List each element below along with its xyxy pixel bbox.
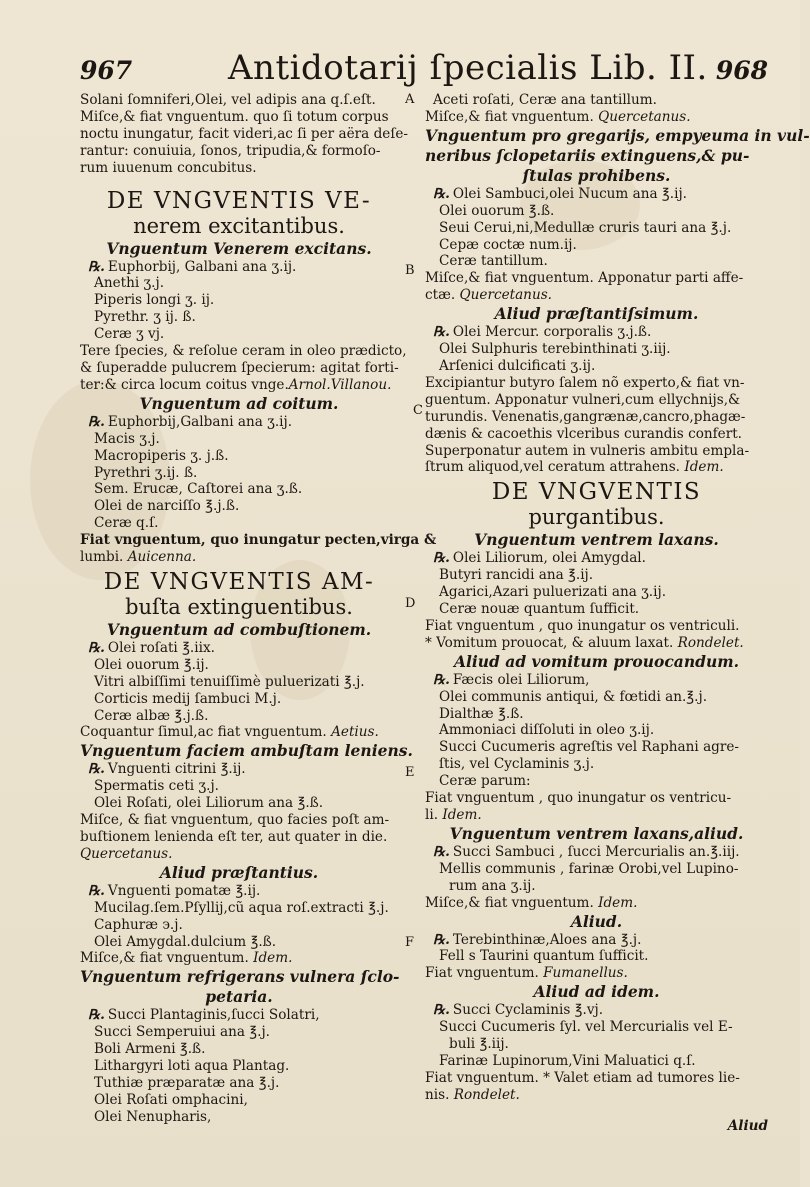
ingredient: Caphuræ ϶.j. [94,916,183,933]
ingredient: Mellis communis , farinæ Orobi,vel Lupino- [439,860,739,877]
recipe-title: Aliud præſtantiſsimum. [494,304,699,324]
recipe-title: Aliud ad vomitum prouocandum. [453,651,740,671]
text-line: Miſce,& fiat vnguentum. Apponatur parti affe- [425,270,744,287]
recipe-mark: ℞. [88,258,105,275]
ingredient: Agarici,Azari puluerizati ana ʒ.ij. [439,584,667,601]
recipe-mark: ℞. [433,550,450,567]
recipe-title: ſtulas prohibens. [522,165,671,185]
recipe-title: Vnguentum faciem ambuſtam leniens. [80,741,413,761]
recipe-title: neribus ſclopetariis extinguens,& pu- [425,145,750,165]
text-line: Tere ſpecies, & reſolue ceram in oleo prædicto, [80,343,407,360]
ingredient: Macropiperis ʒ. j.ß. [94,447,229,464]
ingredient: Fell s Taurini quantum ſufficit. [439,948,649,965]
text-line: dænis & cacoethis vlceribus curandis confert. [425,425,742,442]
text-line: turundis. Venenatis,gangrænæ,cancro,phagæ- [425,408,746,425]
text-line: ſtrum aliquod,vel ceratum attrahens. [425,459,680,476]
text-line: * Vomitum prouocat, & aluum laxat. [425,634,674,651]
recipe-title: Vnguentum ventrem laxans. [474,530,719,550]
ingredient: Vitri albiſſimi tenuiſſimè puluerizati ℥.j. [94,673,365,690]
text-line: Miſce,& fiat vnguentum. [425,108,594,125]
source-attribution: Quercetanus. [80,845,173,862]
recipe-mark: ℞. [88,1007,105,1024]
page-number-right: 968 [715,56,768,85]
recipe-mark: ℞. [433,843,450,860]
text-line: Coquantur ſimul,ac fiat vnguentum. [80,724,327,741]
margin-letter: B [405,263,415,278]
recipe-mark: ℞. [433,324,450,341]
text-line: Excipiantur butyro ſalem nõ experto,& fiat vn- [425,374,745,391]
ingredient: Succi Cucumeris agreſtis vel Raphani agre- [439,739,740,756]
ingredient: Succi Semperuiui ana ℥.j. [94,1024,270,1041]
ingredient: Succi Cyclaminis ℥.vj. [452,1002,604,1019]
source-attribution: Idem. [598,894,638,911]
recipe-mark: ℞. [433,671,450,688]
ingredient: Olei communis antiqui, & fœtidi an.℥.j. [439,688,708,705]
ingredient: Ceræ parum: [439,773,531,790]
ingredient: Fæcis olei Liliorum, [452,671,590,688]
ingredient: Macis ʒ.j. [94,430,160,447]
text-line: Miſce,& fiat vnguentum. quo ſi totum corpus [80,108,389,125]
ingredient: Ceræ albæ ℥.j.ß. [94,707,209,724]
recipe-mark: ℞. [88,413,105,430]
ingredient: Olei Liliorum, olei Amygdal. [452,550,646,567]
ingredient: Succi Sambuci , ſucci Mercurialis an.℥.iij. [452,843,740,860]
ingredient: Olei Nenupharis, [94,1108,212,1125]
ingredient: Vnguenti citrini ℥.ij. [107,761,246,778]
ingredient: Pyrethr. ʒ ij. ß. [94,309,196,326]
section-heading: DE VNGVENTIS VE- [106,187,372,214]
source-attribution: Fumanellus. [543,965,628,982]
ingredient: buli ℥.iij. [449,1036,509,1053]
ingredient: Terebinthinæ,Aloes ana ℥.j. [452,931,642,948]
ingredient: Olei Sulphuris terebinthinati ʒ.iij. [439,341,671,358]
ingredient: rum ana ʒ.ij. [449,877,536,894]
ingredient: Vnguenti pomatæ ℥.ij. [107,882,261,899]
text-line: li. [425,807,439,823]
ingredient: Olei Mercur. corporalis ʒ.j.ß. [452,324,652,341]
ingredient: Ceræ ʒ vj. [94,326,165,343]
ingredient: Ceræ q.ſ. [94,515,159,532]
ingredient: Succi Plantaginis,ſucci Solatri, [107,1007,320,1024]
text-line: Fiat vnguentum , quo inungatur os ventricu- [425,790,732,807]
ingredient: Tuthiæ præparatæ ana ℥.j. [94,1074,280,1091]
text-line: ter:& circa locum coitus vnge. [80,376,289,393]
margin-letter: C [413,403,423,418]
ingredient: Euphorbij, Galbani ana ʒ.ij. [107,258,297,275]
recipe-mark: ℞. [88,761,105,778]
ingredient: Mucilag.ſem.Pſyllij,cũ aqua roſ.extracti ℥.j. [94,899,389,916]
ingredient: Anethi ʒ.j. [94,275,165,292]
ingredient: Ammoniaci diſſoluti in oleo ʒ.ij. [439,722,655,739]
catchword: Aliud [727,1117,768,1134]
text-line: Solani ſomniferi,Olei, vel adipis ana q.ſ.eſt. [80,92,376,108]
ingredient: Seui Cerui,ni,Medullæ cruris tauri ana ℥.j. [439,219,732,236]
ingredient: Dialthæ ℥.ß. [439,705,524,722]
recipe-title: Aliud. [570,911,623,931]
text-line: rantur: conuiuia, ſonos, tripudia,& formoſo- [80,142,381,159]
text-line: Fiat vnguentum, quo inungatur pecten,virga & [80,532,437,549]
margin-letter: F [405,935,415,950]
text-line: & ſuperadde pulucrem ſpecierum: agitat forti- [80,359,399,376]
right-column [425,92,810,1135]
ingredient: ſtis, vel Cyclaminis ʒ.j. [439,756,595,773]
left-column [80,92,437,1126]
text-line: guentum. Apponatur vulneri,cum ellychnijs,& [425,391,741,408]
running-header [60,48,768,88]
ingredient: Piperis longi ʒ. ij. [94,292,215,309]
ingredient: Olei Amygdal.dulcium ℥.ß. [94,933,277,950]
ingredient: Ceræ nouæ quantum ſufficit. [439,601,640,618]
source-attribution: Rondelet. [453,1086,520,1103]
section-heading: DE VNGVENTIS AM- [103,568,375,595]
recipe-title: Vnguentum Venerem excitans. [106,238,372,258]
text-line: Fiat vnguentum , quo inungatur os ventriculi. [425,617,740,634]
ingredient: Olei Roſati omphacini, [94,1091,248,1108]
text-line: lumbi. [80,549,124,566]
text-line: noctu inungatur, facit videri,ac ſi per aëra deſe- [80,125,408,142]
ingredient: Pyrethri ʒ.ij. ß. [94,464,198,481]
source-attribution: Idem. [684,459,724,476]
margin-letter: E [405,765,415,780]
source-attribution: Arnol.Villanou. [288,376,392,393]
section-heading: nerem excitantibus. [133,213,345,238]
text-line: Fiat vnguentum. * Valet etiam ad tumores lie- [425,1069,740,1086]
section-heading: DE VNGVENTIS [491,479,702,506]
recipe-mark: ℞. [88,639,105,656]
margin-letter: D [405,596,416,611]
ingredient: Butyri rancidi ana ℥.ij. [439,567,594,584]
recipe-mark: ℞. [433,1002,450,1019]
margin-letter: A [405,92,415,107]
text-line: Fiat vnguentum. [425,965,539,982]
ingredient: Olei roſati ℥.iix. [107,639,215,656]
source-attribution: Quercetanus. [459,287,552,304]
ingredient: Aceti roſati, Ceræ ana tantillum. [433,92,657,108]
source-attribution: Idem. [442,807,482,823]
recipe-title: Vnguentum ventrem laxans,aliud. [449,823,744,843]
source-attribution: Auicenna. [127,549,197,566]
text-line: rum iuuenum concubitus. [80,159,257,176]
ingredient: Sem. Erucæ, Caſtorei ana ʒ.ß. [94,481,303,498]
recipe-title: Vnguentum refrigerans vulnera ſclo- [80,967,400,987]
text-line: Superponatur autem in vulneris ambitu empla- [425,442,750,459]
recipe-title: Aliud ad idem. [533,982,660,1002]
ingredient: Corticis medij ſambuci M.j. [94,690,282,707]
recipe-title: Vnguentum ad combuſtionem. [106,619,372,639]
recipe-title: Vnguentum pro gregarijs, empyeuma in vul- [425,125,810,145]
page-number-left: 967 [80,56,133,85]
ingredient: Euphorbij,Galbani ana ʒ.ij. [107,413,293,430]
ingredient: Olei ouorum ℥.ß. [439,202,555,219]
recipe-mark: ℞. [88,882,105,899]
section-heading: purgantibus. [528,505,665,530]
recipe-mark: ℞. [433,185,450,202]
text-line: Miſce,& fiat vnguentum. [80,950,249,967]
source-attribution: Idem. [253,950,293,967]
text-line: ctæ. [425,287,456,304]
text-line: Miſce, & fiat vnguentum, quo facies poſt am- [80,812,390,829]
running-title: Antidotarij ſpecialis Lib. II. [228,48,708,88]
text-line: Miſce,& fiat vnguentum. [425,894,594,911]
text-line: nis. [425,1086,450,1103]
ingredient: Ceræ tantillum. [439,253,548,270]
ingredient: Farinæ Lupinorum,Vini Maluatici q.ſ. [439,1052,696,1069]
ingredient: Olei de narciſſo ℥.j.ß. [94,498,240,515]
ingredient: Olei Sambuci,olei Nucum ana ℥.ij. [452,185,687,202]
recipe-title: Vnguentum ad coitum. [139,393,339,413]
ingredient: Cepæ coctæ num.ij. [439,236,577,253]
ingredient: Olei Roſati, olei Liliorum ana ℥.ß. [94,795,324,812]
source-attribution: Quercetanus. [598,108,691,125]
source-attribution: Aetius. [331,724,379,741]
recipe-mark: ℞. [433,931,450,948]
ingredient: Spermatis ceti ʒ.j. [94,778,219,795]
ingredient: Succi Cucumeris ſyl. vel Mercurialis vel E- [439,1019,733,1036]
recipe-title: Aliud præſtantius. [159,862,319,882]
ingredient: Lithargyri loti aqua Plantag. [94,1058,290,1075]
ingredient: Boli Armeni ℥.ß. [94,1041,206,1058]
ingredient: Arſenici dulcificati ʒ.ij. [439,357,596,374]
text-line: buſtionem lenienda eſt ter, aut quater in die. [80,829,388,845]
ingredient: Olei ouorum ℥.ij. [94,656,209,673]
recipe-title: petaria. [205,987,273,1007]
section-heading: buſta extinguentibus. [125,594,353,619]
source-attribution: Rondelet. [677,634,744,651]
